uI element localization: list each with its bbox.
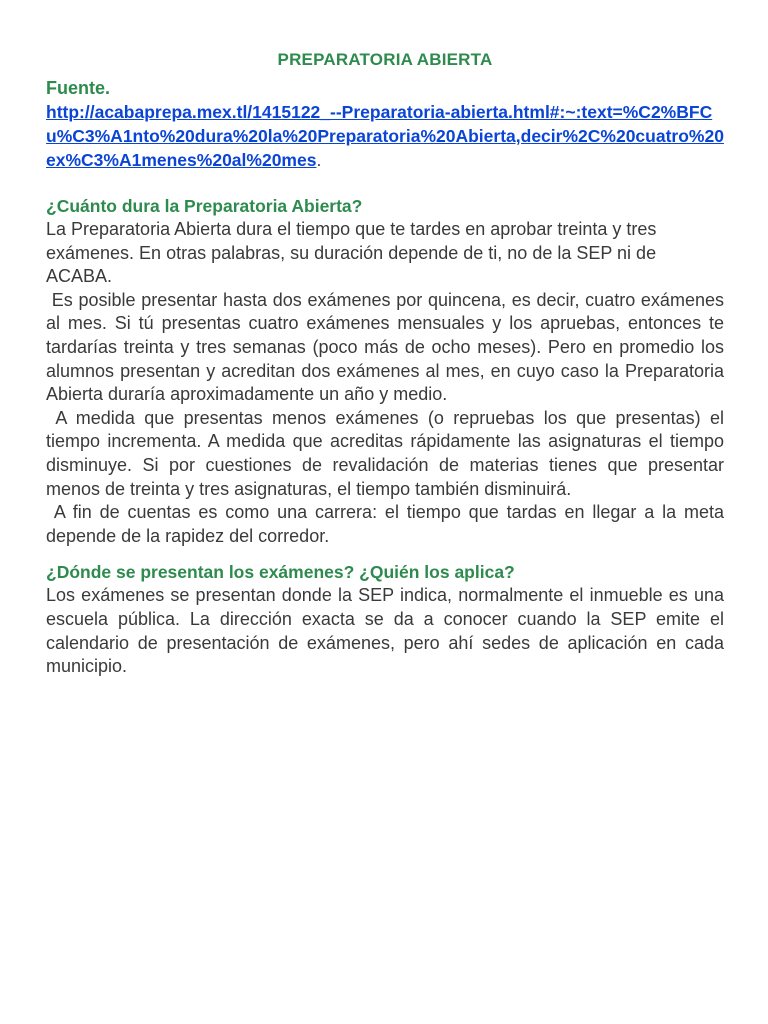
document-title: PREPARATORIA ABIERTA — [277, 50, 493, 69]
source-link-block — [46, 100, 724, 172]
paragraph-duration-4 — [46, 501, 724, 548]
source-label: Fuente. — [46, 78, 111, 98]
paragraph-duration-4-text: A fin de cuentas es como una carrera: el tiempo que tardas en llegar a la meta depende de la rapidez del corredor. — [46, 502, 724, 546]
paragraph-duration-1: La Preparatoria Abierta dura el tiempo que te tardes en aprobar treinta y tres exámenes. En otras palabras, su duración depende de ti, no de la SEP ni de ACABA. — [46, 219, 657, 287]
source-link[interactable]: http://acabaprepa.mex.tl/1415122_--Preparatoria-abierta.html#:~:text=%C2%BFCu%C3%A1nto%20dura%20la%20Preparatoria%20Abierta,decir%2C%20cuatro%20ex%C3%A1menes%20al%20mes — [46, 102, 724, 170]
paragraph-duration-3-text: A medida que presentas menos exámenes (o repruebas los que presentas) el tiempo incrementa. A medida que acreditas rápidamente las asignaturas el tiempo disminuye. Si por cuestiones de revalidación de materias tienes que presentar menos de treinta y tres asignaturas, el tiempo también disminuirá. — [46, 407, 724, 499]
paragraph-duration-2-text: Es posible presentar hasta dos exámenes por quincena, es decir, cuatro exámenes al mes. Si tú presentas cuatro exámenes mensuales y los apruebas, entonces te tardarías treinta y tres semanas (poco más de ocho meses). Pero en promedio los alumnos presentan y acreditan dos exámenes al mes, en cuyo caso la Preparatoria Abierta duraría aproximadamente un año y medio. — [46, 289, 724, 405]
paragraph-duration-3 — [46, 407, 724, 501]
document-body — [46, 48, 724, 679]
section-heading-exams-location: ¿Dónde se presentan los exámenes? ¿Quién los aplica? — [46, 562, 515, 583]
paragraph-duration-2 — [46, 289, 724, 407]
paragraph-exams-location-1: Los exámenes se presentan donde la SEP indica, normalmente el inmueble es una escuela pública. La dirección exacta se da a conocer cuando la SEP emite el calendario de presentación de exámenes, pero ahí sedes de aplicación en cada municipio. — [46, 585, 724, 677]
source-link-period: . — [316, 150, 322, 170]
section-heading-duration: ¿Cuánto dura la Preparatoria Abierta? — [46, 196, 363, 216]
